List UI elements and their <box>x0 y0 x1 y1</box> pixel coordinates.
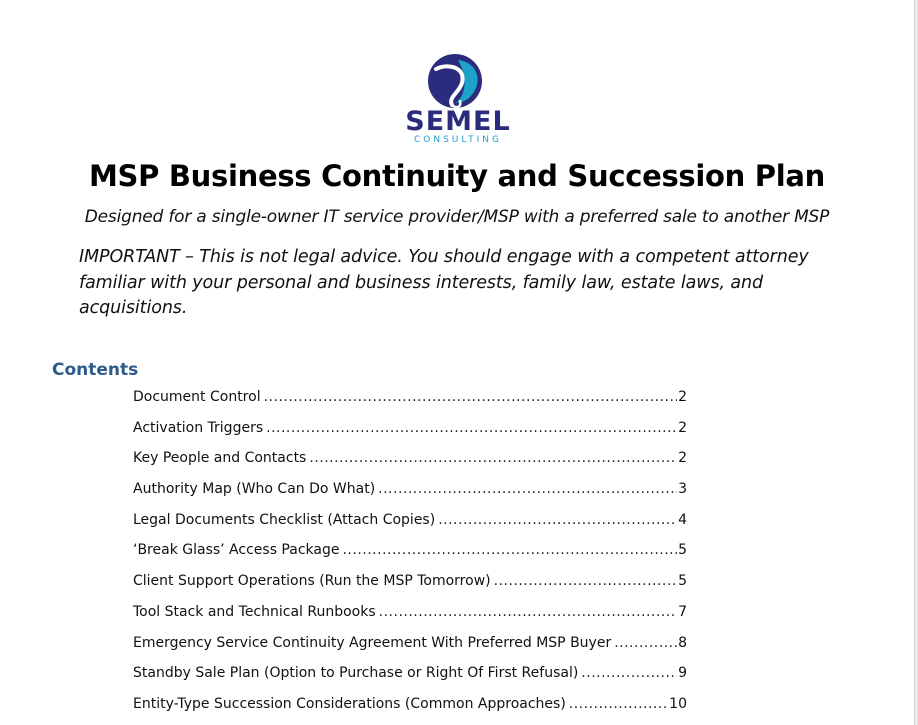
toc-entry-title: Key People and Contacts <box>133 450 307 467</box>
toc-entry[interactable] <box>133 476 687 507</box>
logo-emblem-icon <box>396 53 520 113</box>
toc-dot-leader <box>379 599 677 625</box>
toc-dot-leader <box>378 476 677 502</box>
toc-entry[interactable] <box>133 691 687 722</box>
toc-entry-page-number: 2 <box>678 450 687 467</box>
toc-entry-page-number: 8 <box>678 634 687 651</box>
toc-dot-leader <box>581 660 677 686</box>
toc-entry[interactable] <box>133 599 687 630</box>
toc-entry-title: Document Control <box>133 389 261 405</box>
toc-entry[interactable] <box>133 537 687 568</box>
toc-entry-title: Client Support Operations (Run the MSP Tomorrow) <box>133 573 491 590</box>
toc-entry-page-number: 3 <box>678 481 687 498</box>
logo-wordmark: SEMEL <box>405 106 511 137</box>
document-title: MSP Business Continuity and Succession Plan <box>88 159 826 193</box>
toc-entry-page-number: 5 <box>678 573 687 590</box>
toc-dot-leader <box>438 507 677 533</box>
toc-dot-leader <box>264 384 677 410</box>
toc-entry-title: Authority Map (Who Can Do What) <box>133 481 376 498</box>
semel-logo <box>396 53 520 147</box>
toc-dot-leader <box>569 691 668 717</box>
toc-entry[interactable] <box>133 630 687 661</box>
toc-entry-page-number: 2 <box>678 389 687 405</box>
toc-dot-leader <box>614 630 677 656</box>
toc-entry-title: Legal Documents Checklist (Attach Copies) <box>133 511 436 528</box>
toc-entry[interactable] <box>133 660 687 691</box>
toc-entry[interactable] <box>133 445 687 476</box>
toc-entry-title: Emergency Service Continuity Agreement With Preferred MSP Buyer <box>133 634 612 651</box>
toc-entry[interactable] <box>133 507 687 538</box>
table-of-contents <box>133 384 687 722</box>
toc-entry-page-number: 7 <box>678 603 687 620</box>
toc-entry-title: ‘Break Glass’ Access Package <box>133 542 340 559</box>
toc-entry-title: Tool Stack and Technical Runbooks <box>133 603 376 620</box>
legal-disclaimer: IMPORTANT – This is not legal advice. You should engage with a competent attorney familiar with your personal and business interests, family law, estate laws, and acquisitions. <box>79 247 809 318</box>
toc-entry[interactable] <box>133 568 687 599</box>
toc-dot-leader <box>266 415 677 441</box>
logo-tagline: CONSULTING <box>413 135 503 145</box>
contents-heading: Contents <box>52 360 139 380</box>
toc-entry-title: Activation Triggers <box>133 419 264 436</box>
toc-entry-page-number: 9 <box>678 665 687 682</box>
toc-dot-leader <box>342 537 677 563</box>
toc-entry[interactable] <box>133 415 687 446</box>
toc-entry-title: Standby Sale Plan (Option to Purchase or Right Of First Refusal) <box>133 665 579 682</box>
toc-entry-page-number: 5 <box>678 542 687 559</box>
toc-entry-title: Entity-Type Succession Considerations (Common Approaches) <box>133 695 566 712</box>
toc-dot-leader <box>494 568 677 594</box>
toc-entry-page-number: 2 <box>678 419 687 436</box>
toc-dot-leader <box>309 445 677 471</box>
toc-entry[interactable] <box>133 384 687 415</box>
toc-entry-page-number: 10 <box>669 695 687 712</box>
toc-entry-page-number: 4 <box>678 511 687 528</box>
document-subtitle: Designed for a single-owner IT service provider/MSP with a preferred sale to another MSP <box>84 207 830 227</box>
